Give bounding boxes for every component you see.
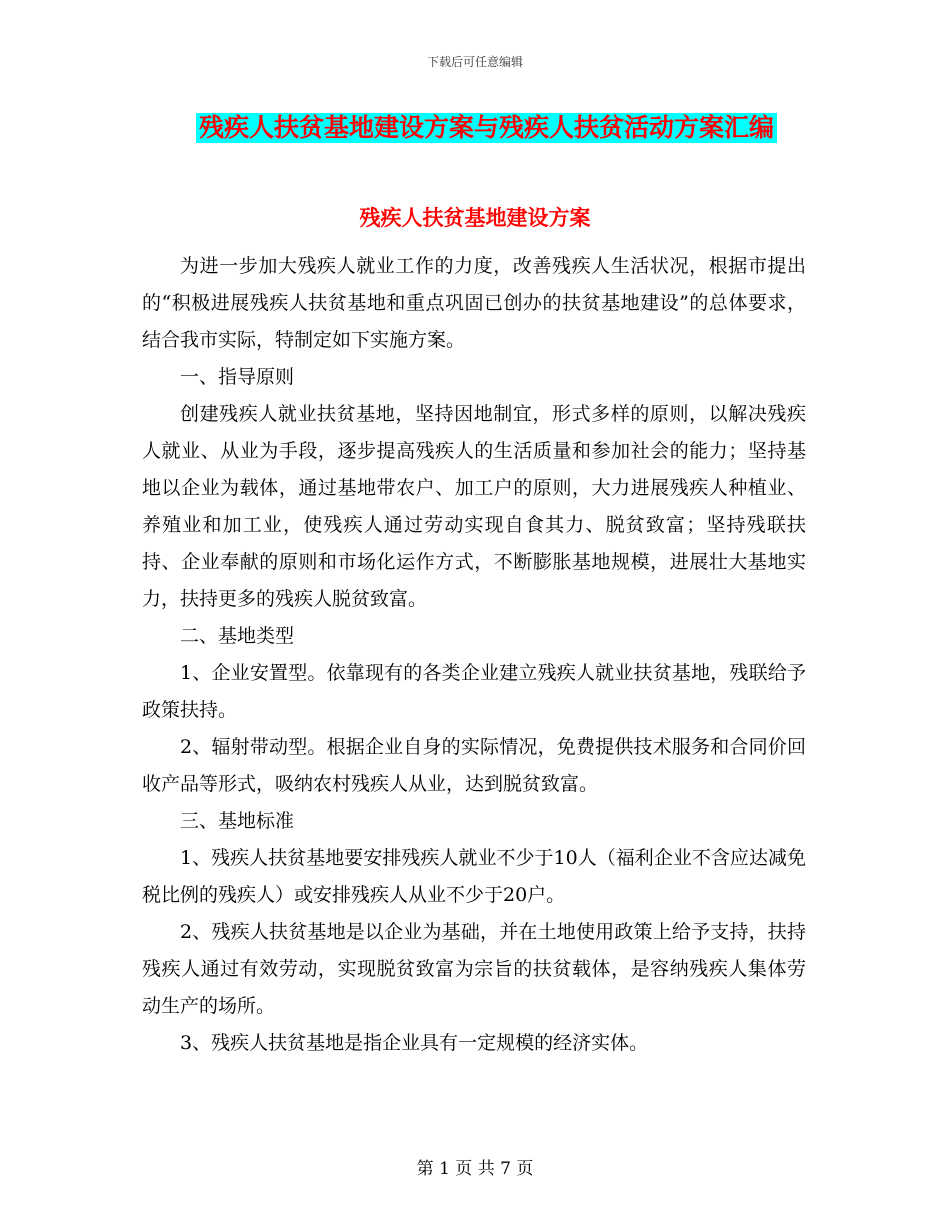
paragraph-type-2: 2、辐射带动型。根据企业自身的实际情况，免费提供技术服务和合同价回收产品等形式，吸纳农村残疾人从业，达到脱贫致富。 (142, 736, 806, 795)
page-number: 第 1 页 共 7 页 (416, 1159, 534, 1179)
document-body (142, 248, 806, 1062)
document-main-title: 残疾人扶贫基地建设方案与残疾人扶贫活动方案汇编 (196, 113, 777, 143)
heading-guiding-principles: 一、指导原则 (180, 366, 295, 388)
paragraph-standard-1: 1、残疾人扶贫基地要安排残疾人就业不少于10人（福利企业不含应达减免税比例的残疾人）或安排残疾人从业不少于20户。 (142, 847, 806, 906)
paragraph-intro: 为进一步加大残疾人就业工作的力度，改善残疾人生活状况，根据市提出的“积极进展残疾人扶贫基地和重点巩固已创办的扶贫基地建设”的总体要求，结合我市实际，特制定如下实施方案。 (142, 255, 806, 351)
header-note: 下载后可任意编辑 (426, 55, 523, 69)
heading-base-types: 二、基地类型 (180, 625, 295, 647)
paragraph-type-1: 1、企业安置型。依靠现有的各类企业建立残疾人就业扶贫基地，残联给予政策扶持。 (142, 662, 806, 721)
section-title: 残疾人扶贫基地建设方案 (359, 205, 591, 230)
paragraph-standard-2: 2、残疾人扶贫基地是以企业为基础，并在土地使用政策上给予支持，扶持残疾人通过有效劳动，实现脱贫致富为宗旨的扶贫载体，是容纳残疾人集体劳动生产的场所。 (142, 921, 806, 1017)
heading-base-standards: 三、基地标准 (180, 810, 295, 832)
paragraph-standard-3: 3、残疾人扶贫基地是指企业具有一定规模的经济实体。 (180, 1032, 649, 1054)
paragraph-principles: 创建残疾人就业扶贫基地，坚持因地制宜，形式多样的原则，以解决残疾人就业、从业为手段，逐步提高残疾人的生活质量和参加社会的能力；坚持基地以企业为载体，通过基地带农户、加工户的原则，大力进展残疾人种植业、养殖业和加工业，使残疾人通过劳动实现自食其力、脱贫致富；坚持残联扶持、企业奉献的原则和市场化运作方式，不断膨胀基地规模，进展壮大基地实力，扶持更多的残疾人脱贫致富。 (142, 403, 806, 610)
